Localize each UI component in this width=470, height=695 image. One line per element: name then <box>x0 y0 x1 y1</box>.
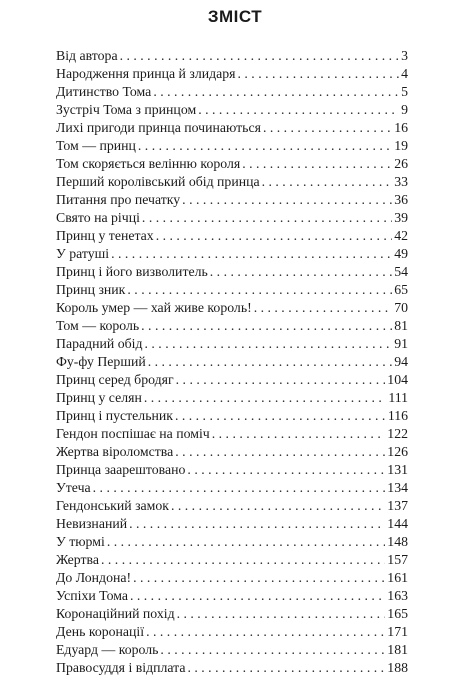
toc-entry-title: У тюрмі <box>56 534 105 549</box>
toc-entry <box>56 65 408 83</box>
toc-entry-title: У ратуші <box>56 246 110 261</box>
dot-leader <box>153 83 399 101</box>
toc-page-number: 94 <box>394 354 408 369</box>
toc-entry <box>56 137 408 155</box>
toc-entry-title: Король умер — хай живе король! <box>56 300 252 315</box>
dot-leader <box>146 623 385 641</box>
toc-entry-title: Дитинство Тома <box>56 84 152 99</box>
toc-entry <box>56 47 408 65</box>
toc-page-number: 54 <box>394 264 408 279</box>
dot-leader <box>212 425 386 443</box>
toc-entry-title: Коронаційний похід <box>56 606 175 621</box>
toc-entry <box>56 425 408 443</box>
dot-leader <box>175 443 385 461</box>
dot-leader <box>130 587 385 605</box>
dot-leader <box>111 245 392 263</box>
toc-page-number: 39 <box>394 210 408 225</box>
toc-page-number: 181 <box>387 642 408 657</box>
dot-leader <box>145 335 393 353</box>
toc-entry <box>56 515 408 533</box>
toc-entry-title: Едуард — король <box>56 642 159 657</box>
toc-entry-title: Утеча <box>56 480 91 495</box>
dot-leader <box>142 209 392 227</box>
toc-entry-title: Парадний обід <box>56 336 143 351</box>
toc-entry <box>56 119 408 137</box>
toc-entry <box>56 299 408 317</box>
toc-entry-title: Принц і його визволитель <box>56 264 208 279</box>
toc-page-number: 163 <box>387 588 408 603</box>
toc-page-number: 134 <box>387 480 408 495</box>
toc-page-number: 171 <box>387 624 408 639</box>
toc-page-number: 126 <box>387 444 408 459</box>
toc-page-number: 165 <box>387 606 408 621</box>
toc-entry <box>56 479 408 497</box>
toc-entry <box>56 623 408 641</box>
toc-page-number: 157 <box>387 552 408 567</box>
page-title: ЗМІСТ <box>207 7 263 26</box>
toc-entry-title: Гендонський замок <box>56 498 169 513</box>
dot-leader <box>187 659 385 677</box>
toc-page-number: 19 <box>394 138 408 153</box>
toc-page-number: 33 <box>394 174 408 189</box>
dot-leader <box>176 371 386 389</box>
toc-entry-title: Успіхи Тома <box>56 588 128 603</box>
toc-page-number: 42 <box>394 228 408 243</box>
dot-leader <box>171 497 385 515</box>
toc-page-number: 91 <box>394 336 408 351</box>
toc-page-number: 144 <box>387 516 408 531</box>
dot-leader <box>242 155 392 173</box>
dot-leader <box>160 641 385 659</box>
toc-page-number: 188 <box>387 660 408 675</box>
dot-leader <box>156 227 393 245</box>
dot-leader <box>93 479 386 497</box>
toc-entry <box>56 335 408 353</box>
toc-page-number: 104 <box>387 372 408 387</box>
toc-entry-title: Том — принц <box>56 138 136 153</box>
dot-leader <box>141 317 392 335</box>
toc-entry-title: Том скоряється велінню короля <box>56 156 241 171</box>
dot-leader <box>120 47 400 65</box>
dot-leader <box>238 65 400 83</box>
dot-leader <box>262 173 393 191</box>
toc-entry <box>56 371 408 389</box>
toc-entry-title: Перший королівський обід принца <box>56 174 260 189</box>
dot-leader <box>107 533 385 551</box>
toc-page-number: 148 <box>387 534 408 549</box>
toc-entry-title: Принц і пустельник <box>56 408 173 423</box>
toc-page-number: 70 <box>394 300 408 315</box>
toc-page-number: 36 <box>394 192 408 207</box>
toc-page-number: 131 <box>387 462 408 477</box>
toc-entry-title: Невизнаний <box>56 516 128 531</box>
dot-leader <box>133 569 385 587</box>
dot-leader <box>263 119 392 137</box>
toc-entry-title: Питання про печатку <box>56 192 181 207</box>
toc-entry <box>56 641 408 659</box>
toc-entry <box>56 191 408 209</box>
dot-leader <box>182 191 392 209</box>
dot-leader <box>175 407 386 425</box>
toc-entry-title: Правосуддя і відплата <box>56 660 186 675</box>
toc-entry-title: Принц зник <box>56 282 126 297</box>
toc-entry-title: Жертва віроломства <box>56 444 174 459</box>
toc-entry <box>56 443 408 461</box>
toc-page-number: 16 <box>394 120 408 135</box>
toc-entry-title: Гендон поспішає на поміч <box>56 426 210 441</box>
toc-entry <box>56 209 408 227</box>
toc-entry-title: День коронації <box>56 624 145 639</box>
toc-entry-title: Народження принца й злидаря <box>56 66 236 81</box>
toc-entry <box>56 569 408 587</box>
toc-entry <box>56 461 408 479</box>
toc-entry <box>56 389 408 407</box>
toc-entry <box>56 227 408 245</box>
toc-entry <box>56 353 408 371</box>
toc-entry <box>56 101 408 119</box>
toc-entry <box>56 533 408 551</box>
toc-page-number: 9 <box>401 102 408 117</box>
toc-entry <box>56 605 408 623</box>
toc-entry <box>56 281 408 299</box>
toc-page-number: 5 <box>401 84 408 99</box>
toc-page-number: 3 <box>401 48 408 63</box>
toc-entry-title: Принца заарештовано <box>56 462 186 477</box>
toc-page-number: 111 <box>388 390 408 405</box>
dot-leader <box>129 515 385 533</box>
toc-entry <box>56 155 408 173</box>
toc-entry-title: Принц серед бродяг <box>56 372 174 387</box>
dot-leader <box>187 461 385 479</box>
toc-entry-title: Принц у селян <box>56 390 142 405</box>
dot-leader <box>127 281 392 299</box>
toc-entry-title: Фу-фу Перший <box>56 354 146 369</box>
dot-leader <box>177 605 386 623</box>
toc-entry <box>56 407 408 425</box>
toc-entry-title: Жертва <box>56 552 99 567</box>
toc-entry-title: Том — король <box>56 318 140 333</box>
dot-leader <box>138 137 392 155</box>
dot-leader <box>198 101 399 119</box>
toc-entry-title: Лихі пригоди принца починаються <box>56 120 261 135</box>
toc-page-number: 137 <box>387 498 408 513</box>
toc-page-number: 65 <box>394 282 408 297</box>
toc-page-number: 161 <box>387 570 408 585</box>
dot-leader <box>101 551 385 569</box>
dot-leader <box>254 299 393 317</box>
toc-entry <box>56 83 408 101</box>
toc-page-number: 26 <box>394 156 408 171</box>
toc-entry <box>56 263 408 281</box>
toc-entry-title: Свято на річці <box>56 210 140 225</box>
toc-entry <box>56 173 408 191</box>
toc-entry <box>56 317 408 335</box>
toc-entry <box>56 659 408 677</box>
toc-entry-title: Від автора <box>56 48 118 63</box>
dot-leader <box>144 389 386 407</box>
table-of-contents <box>56 47 408 677</box>
toc-page-number: 122 <box>387 426 408 441</box>
toc-entry <box>56 245 408 263</box>
toc-entry <box>56 551 408 569</box>
toc-entry <box>56 497 408 515</box>
toc-page-number: 49 <box>394 246 408 261</box>
toc-entry-title: Принц у тенетах <box>56 228 154 243</box>
toc-page-number: 81 <box>394 318 408 333</box>
toc-entry-title: До Лондона! <box>56 570 132 585</box>
toc-entry <box>56 587 408 605</box>
dot-leader <box>148 353 392 371</box>
dot-leader <box>210 263 392 281</box>
toc-page-number: 116 <box>387 408 408 423</box>
toc-page-number: 4 <box>401 66 408 81</box>
toc-entry-title: Зустріч Тома з принцом <box>56 102 197 117</box>
